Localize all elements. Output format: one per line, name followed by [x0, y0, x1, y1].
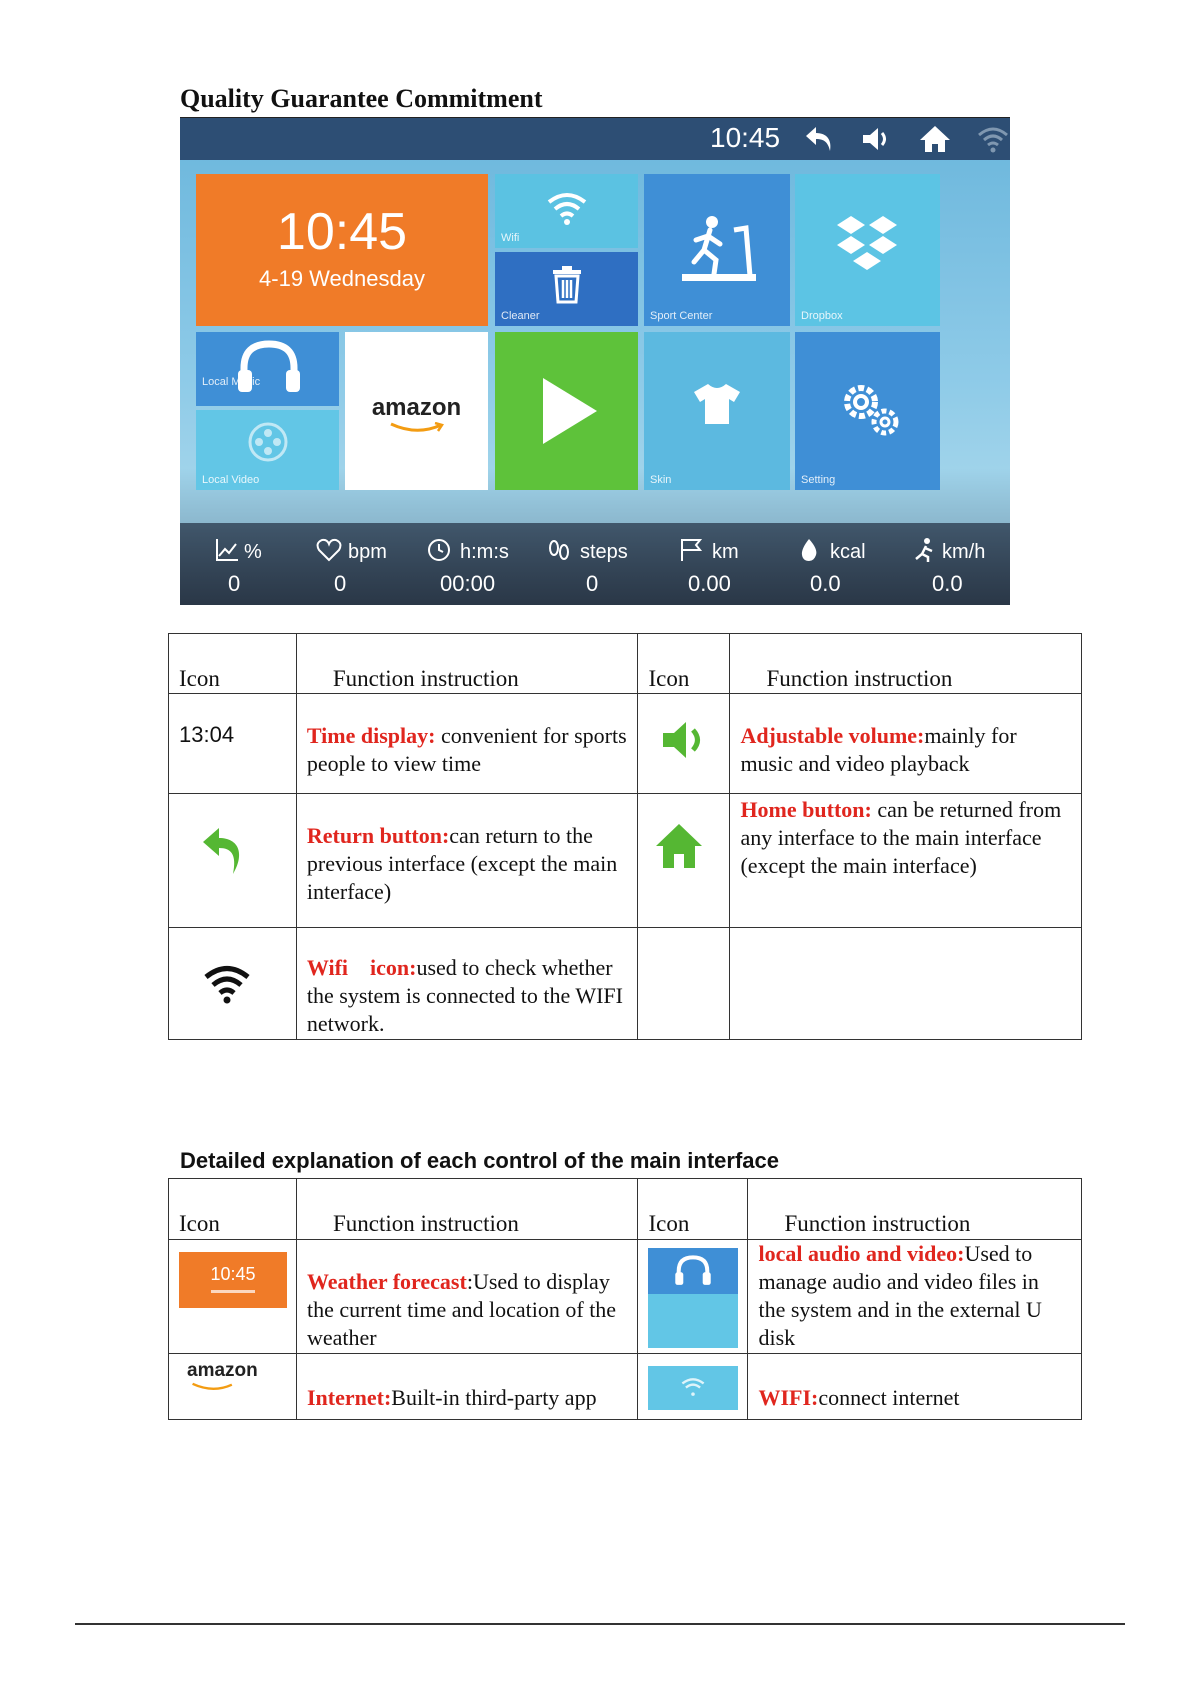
- wifi-desc: [297, 928, 638, 1038]
- skin-label: Skin: [650, 474, 672, 486]
- setting-label: Setting: [801, 474, 836, 486]
- header-icon: Icon: [648, 1211, 690, 1236]
- return-icon[interactable]: [802, 124, 836, 154]
- stat-unit: bpm: [348, 541, 387, 563]
- stat-unit: h:m:s: [460, 541, 509, 563]
- clock-time: 10:45: [276, 203, 408, 261]
- return-text: can return to the previous interface (except the main interface): [306, 823, 618, 904]
- return-desc: [297, 794, 638, 906]
- stat-value: 0.00: [688, 571, 731, 596]
- stat-unit: steps: [580, 541, 628, 563]
- table-row: [169, 694, 1082, 794]
- return-icon: [199, 826, 247, 880]
- table-row: [169, 1240, 1082, 1354]
- home-desc: [730, 794, 1081, 880]
- table-row: [169, 1354, 1082, 1420]
- stat-value: 0: [228, 571, 241, 596]
- wifi-tile[interactable]: [495, 174, 638, 248]
- wifi-connect-title: WIFI:: [758, 1385, 819, 1410]
- header-icon: Icon: [179, 1211, 220, 1236]
- stat-value: 00:00: [440, 571, 496, 596]
- incline-chart-icon: [214, 537, 240, 563]
- wifi-tile-thumbnail: [648, 1366, 738, 1410]
- headphones-icon: [674, 1254, 712, 1286]
- stat-value: 0.0: [810, 571, 841, 596]
- home-title: Home button:: [740, 797, 872, 822]
- amazon-logo: amazon: [187, 1360, 258, 1381]
- topbar-time: 10:45: [710, 122, 781, 153]
- main-interface-controls-table: [168, 1178, 1082, 1420]
- play-tile[interactable]: [495, 332, 638, 490]
- top-status-bar: [180, 118, 1010, 160]
- local-media-thumbnail: [648, 1248, 738, 1348]
- time-display-title: Time display:: [306, 723, 436, 748]
- flame-icon: [796, 537, 822, 563]
- table-row: [169, 794, 1082, 928]
- wifi-tile-label: Wifi: [501, 232, 520, 244]
- time-display-text: convenient for sports people to view time: [306, 723, 627, 776]
- gear-icon: [837, 378, 903, 440]
- stat-calories: [796, 523, 906, 605]
- treadmill-main-screen: [180, 118, 1010, 605]
- workout-stats-bar: [180, 523, 1010, 605]
- home-text: can be returned from any interface to the main interface (except the main interface): [740, 797, 1062, 878]
- table-row: [169, 928, 1082, 1040]
- cleaner-tile[interactable]: [495, 252, 638, 326]
- wifi-text: used to check whether the system is connected to the WIFI network.: [306, 955, 623, 1036]
- home-icon[interactable]: [918, 124, 952, 154]
- header-icon: Icon: [648, 666, 690, 691]
- time-icon-sample: 13:04: [179, 722, 235, 747]
- film-reel-icon: [246, 420, 290, 464]
- stat-incline: [200, 523, 300, 605]
- stat-unit: kcal: [830, 541, 866, 563]
- local-music-tile[interactable]: [196, 332, 339, 406]
- wifi-title: Wifi icon:: [306, 955, 417, 980]
- volume-text: mainly for music and video playback: [740, 723, 1017, 776]
- wifi-tile-icon: [545, 190, 589, 226]
- sport-center-label: Sport Center: [650, 310, 713, 322]
- local-video-label: Local Video: [202, 474, 260, 486]
- wifi-icon: [203, 964, 251, 1004]
- section-heading: Detailed explanation of each control of the main interface: [180, 1148, 780, 1173]
- wifi-connect-desc: [748, 1354, 1081, 1412]
- header-function: Function instruction: [332, 1211, 519, 1236]
- footer-rule: [75, 1623, 1125, 1625]
- stat-value: 0.0: [932, 571, 963, 596]
- amazon-smile-icon: [389, 422, 445, 434]
- internet-desc: [297, 1354, 638, 1412]
- stat-value: 0: [334, 571, 347, 596]
- weather-thumb-date-line: [211, 1290, 255, 1293]
- treadmill-runner-icon: [674, 214, 764, 286]
- page-title: Quality Guarantee Commitment: [180, 84, 543, 113]
- weather-text: :Used to display the current time and location of the weather: [306, 1269, 617, 1350]
- wifi-icon: [680, 1376, 706, 1398]
- wifi-icon[interactable]: [976, 124, 1010, 154]
- amazon-smile-icon: [191, 1382, 235, 1392]
- clock-date: 4-19 Wednesday: [259, 266, 425, 291]
- stat-speed: [912, 523, 1010, 605]
- stat-value: 0: [586, 571, 599, 596]
- weather-thumb-time: 10:45: [210, 1264, 256, 1284]
- dropbox-tile[interactable]: [795, 174, 940, 326]
- wifi-connect-text: connect internet: [818, 1385, 960, 1410]
- flag-icon: [678, 537, 704, 563]
- stat-duration: [426, 523, 536, 605]
- stat-distance: [678, 523, 788, 605]
- header-function: Function instruction: [332, 666, 519, 691]
- weather-tile-thumbnail: [179, 1252, 287, 1308]
- home-icon: [654, 822, 704, 870]
- amazon-tile[interactable]: [345, 332, 488, 490]
- weather-title: Weather forecast: [306, 1269, 467, 1294]
- runner-icon: [912, 537, 938, 563]
- volume-icon: [660, 718, 712, 762]
- local-media-desc: [748, 1240, 1081, 1352]
- amazon-logo: amazon: [371, 394, 462, 421]
- local-video-tile[interactable]: [196, 410, 339, 490]
- setting-tile[interactable]: [795, 332, 940, 490]
- heart-icon: [316, 537, 342, 563]
- dropbox-label: Dropbox: [801, 310, 843, 322]
- stat-steps: [546, 523, 656, 605]
- cleaner-tile-label: Cleaner: [501, 310, 540, 322]
- header-function: Function instruction: [766, 666, 953, 691]
- time-display-desc: [297, 694, 638, 778]
- return-title: Return button:: [306, 823, 450, 848]
- volume-icon[interactable]: [860, 124, 894, 154]
- clock-icon: [426, 537, 452, 563]
- stat-heart-rate: [306, 523, 416, 605]
- footprints-icon: [546, 537, 572, 563]
- trash-icon: [549, 264, 585, 304]
- sport-center-tile[interactable]: [644, 174, 790, 326]
- play-icon: [539, 376, 599, 446]
- header-icon: Icon: [179, 666, 220, 691]
- dropbox-icon: [835, 214, 899, 274]
- internet-text: Built-in third-party app: [391, 1385, 597, 1410]
- local-media-title: local audio and video:: [758, 1241, 965, 1266]
- local-music-label: Local Music: [202, 376, 261, 388]
- header-function: Function instruction: [784, 1211, 971, 1236]
- volume-title: Adjustable volume:: [740, 723, 925, 748]
- icon-function-table: [168, 633, 1082, 1040]
- volume-desc: [730, 694, 1081, 778]
- stat-unit: %: [244, 541, 262, 563]
- stat-unit: km: [712, 541, 739, 563]
- local-media-text: Used to manage audio and video files in the system and in the external U disk: [758, 1241, 1042, 1350]
- weather-desc: [297, 1240, 638, 1352]
- skin-tile[interactable]: [644, 332, 790, 490]
- stat-unit: km/h: [942, 541, 986, 563]
- tshirt-icon: [692, 382, 742, 426]
- internet-title: Internet:: [306, 1385, 392, 1410]
- clock-weather-tile[interactable]: [196, 174, 488, 326]
